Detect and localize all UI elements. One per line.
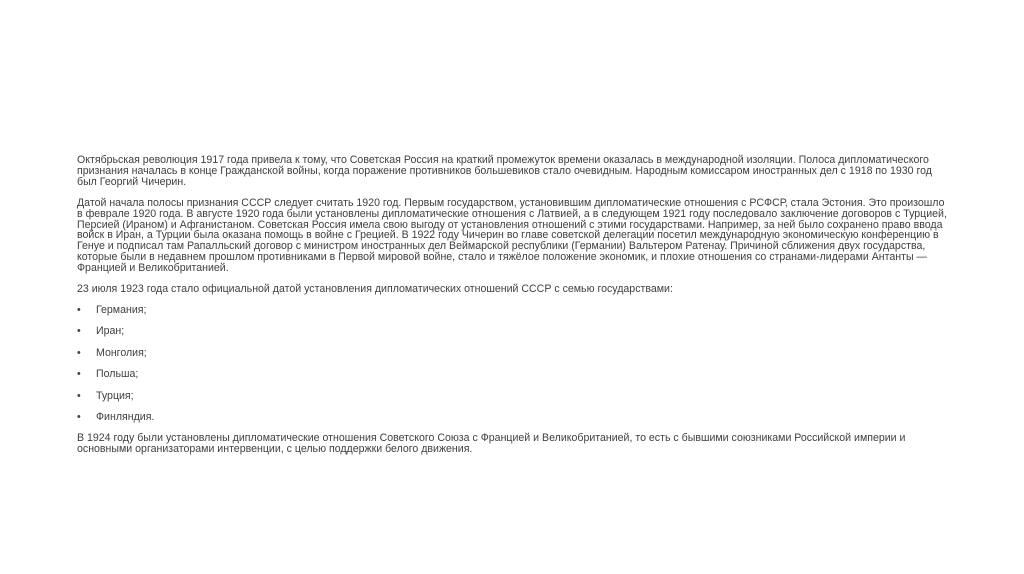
country-name: Германия; [96,303,147,316]
bullet-icon: • [77,346,81,359]
paragraph-recognition: Датой начала полосы признания СССР следует считать 1920 год. Первым государством, установившим дипломатические отношения с РСФСР, стала Эстония. Это произошло в феврале 1920 года. В августе 1920 года были установлены дипломатические отношения с Латвией, а в следующем 1921 году последовало заключение договоров с Турцией, Персией (Ираном) и Афганистаном. Советская Россия имела свою выгоду от установления отношений с этими государствами. Например, за ней было сохранено право ввода войск в Иран, а Турции была оказана помощь в войне с Грецией. В 1922 году Чичерин во главе советской делегации посетил международную экономическую конференцию в Генуе и подписал там Рапалльский договор с министром иностранных дел Веймарской республики (Германии) Вальтером Ратенау. Причиной сближения двух государства, которые были в недавнем прошлом противниками в Первой мировой войне, стало и тяжёлое положение экономик, и плохие отношения со странами-лидерами Антанты — Францией и Великобританией. [77,196,947,275]
bullet-icon: • [77,368,81,381]
bullet-icon: • [77,303,81,316]
slide-text-body [77,155,949,465]
country-name: Турция; [96,389,134,402]
country-name: Финляндия. [96,411,155,423]
country-name: Монголия; [96,346,147,359]
country-name: Иран; [96,325,125,338]
list-item [77,326,949,337]
bullet-icon: • [77,411,81,423]
paragraph-intro: Октябрьская революция 1917 года привела к тому, что Советская Россия на краткий промежуток времени оказалась в международной изоляции. Полоса дипломатического признания началась в конце Гражданской войны, когда поражение противников большевиков стало очевидным. Народным комиссаром иностранных дел с 1918 по 1930 год был Георгий Чичерин. [77,154,932,188]
list-item [77,412,949,423]
list-item [77,369,949,380]
country-name: Польша; [96,368,139,381]
bullet-icon: • [77,325,81,338]
paragraph-1924: В 1924 году были установлены дипломатические отношения Советского Союза с Францией и Великобританией, то есть с бывшими союзниками Российской империи и основными организаторами интервенции, с целью поддержки белого движения. [77,432,906,456]
list-item [77,305,949,316]
list-item [77,391,949,402]
paragraph-1923-date: 23 июля 1923 года стало официальной датой установления дипломатических отношений СССР с семью государствами: [77,283,673,296]
bullet-icon: • [77,389,81,402]
countries-list [77,305,949,423]
list-item [77,348,949,359]
